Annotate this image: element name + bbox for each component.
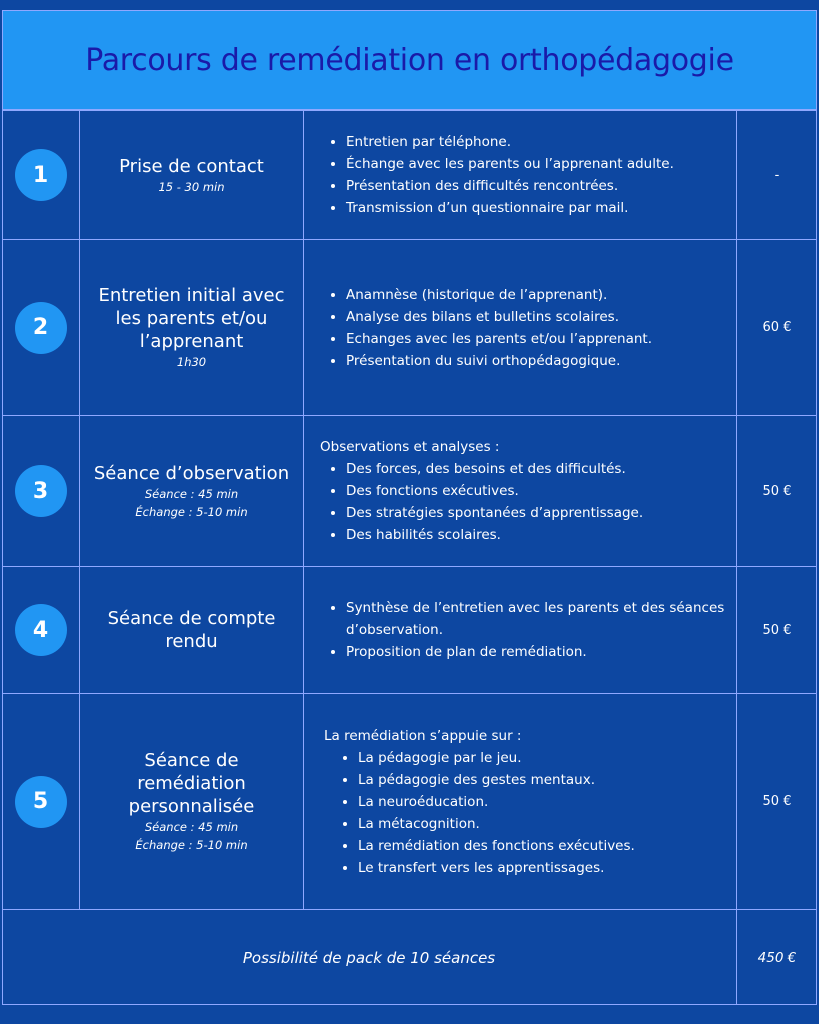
step-description xyxy=(320,597,728,663)
step-price: 60 € xyxy=(762,320,792,335)
step-title: Séance d’observation xyxy=(93,462,290,484)
step-duration: Séance : 45 min xyxy=(144,820,239,834)
pack-offer-text: Possibilité de pack de 10 séances xyxy=(2,910,737,1005)
step-price: - xyxy=(774,167,780,183)
list-item: • Présentation des difficultés rencontrées. xyxy=(346,175,674,197)
list-item: • Échange avec les parents ou l’apprenant adulte. xyxy=(346,153,674,175)
list-item: • Echanges avec les parents et/ou l’apprenant. xyxy=(346,328,652,350)
list-item: • Transmission d’un questionnaire par mail. xyxy=(346,197,674,219)
step-title-cell xyxy=(80,111,304,239)
step-description xyxy=(320,436,643,546)
list-item: • Des fonctions exécutives. xyxy=(346,480,643,502)
step-duration: 1h30 xyxy=(176,355,207,369)
list-item: • La remédiation des fonctions exécutives. xyxy=(358,835,635,857)
step-number-cell xyxy=(2,240,80,415)
step-row-3 xyxy=(2,415,817,566)
step-description-cell xyxy=(304,567,737,693)
step-description-cell xyxy=(304,111,737,239)
list-item: • La pédagogie des gestes mentaux. xyxy=(358,769,635,791)
step-title-cell xyxy=(80,240,304,415)
step-description-cell xyxy=(304,240,737,415)
list-item: • Synthèse de l’entretien avec les parents et des séances d’observation. xyxy=(346,597,728,641)
step-description xyxy=(320,725,635,879)
step-number-badge: 4 xyxy=(15,604,67,656)
step-duration: 15 - 30 min xyxy=(158,179,225,194)
pack-row xyxy=(2,909,817,1005)
step-title: Séance de compte rendu xyxy=(107,608,276,652)
list-item: • Des stratégies spontanées d’apprentissage. xyxy=(346,502,643,524)
step-price: 50 € xyxy=(762,483,792,499)
step-number-badge: 3 xyxy=(15,465,67,517)
list-item: • Proposition de plan de remédiation. xyxy=(346,641,728,663)
step-title: Prise de contact xyxy=(119,155,264,177)
step-number-cell xyxy=(2,694,80,909)
step-exchange-duration: Échange : 5-10 min xyxy=(135,504,248,519)
step-number-badge: 5 xyxy=(15,776,67,828)
list-item: • Des forces, des besoins et des difficultés. xyxy=(346,458,643,480)
step-title: Séance de remédiation personnalisée xyxy=(128,750,255,817)
step-description xyxy=(320,131,674,219)
list-item: • La métacognition. xyxy=(358,813,635,835)
step-row-5 xyxy=(2,693,817,909)
step-description xyxy=(320,284,652,372)
description-intro: Observations et analyses : xyxy=(320,439,500,455)
list-item: • Anamnèse (historique de l’apprenant). xyxy=(346,284,652,306)
step-row-2 xyxy=(2,239,817,415)
pack-price: 450 € xyxy=(757,949,797,966)
step-number-cell xyxy=(2,416,80,566)
step-number-cell xyxy=(2,567,80,693)
list-item: • Présentation du suivi orthopédagogique. xyxy=(346,350,652,372)
step-title: Entretien initial avec les parents et/ou l’apprenant xyxy=(98,285,285,352)
step-duration: Séance : 45 min xyxy=(144,486,239,501)
step-title-cell xyxy=(80,567,304,693)
step-description-cell xyxy=(304,416,737,566)
list-item: • Le transfert vers les apprentissages. xyxy=(358,857,635,879)
list-item: • Entretien par téléphone. xyxy=(346,131,674,153)
list-item: • La pédagogie par le jeu. xyxy=(358,747,635,769)
step-title-cell xyxy=(80,694,304,909)
step-number-cell xyxy=(2,111,80,239)
step-row-4 xyxy=(2,566,817,693)
step-number-badge: 2 xyxy=(15,302,67,354)
step-number-badge: 1 xyxy=(15,149,67,201)
step-exchange-duration: Échange : 5-10 min xyxy=(135,838,248,852)
step-price: 50 € xyxy=(762,622,792,638)
step-title-cell xyxy=(80,416,304,566)
list-item: • Analyse des bilans et bulletins scolaires. xyxy=(346,306,652,328)
header xyxy=(2,10,817,110)
list-item: • Des habilités scolaires. xyxy=(346,524,643,546)
description-intro: La remédiation s’appuie sur : xyxy=(324,727,522,744)
step-price: 50 € xyxy=(762,794,792,809)
page-title: Parcours de remédiation en orthopédagogie xyxy=(85,42,734,78)
list-item: • La neuroéducation. xyxy=(358,791,635,813)
step-row-1 xyxy=(2,110,817,239)
step-description-cell xyxy=(304,694,737,909)
